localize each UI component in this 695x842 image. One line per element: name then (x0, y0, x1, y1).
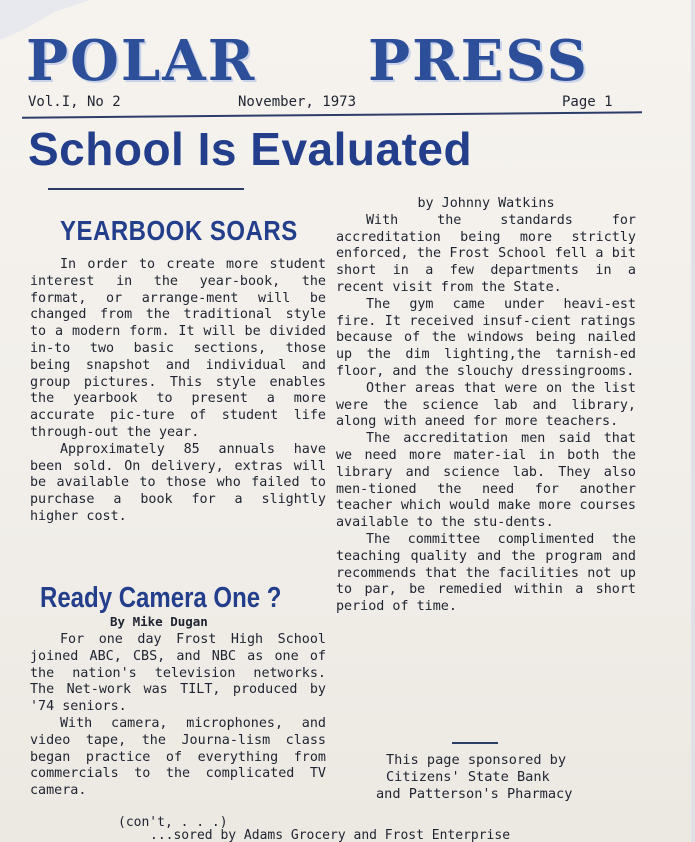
camera-paragraph: For one day Frost High School joined ABC, CBS, and NBC as one of the nation's television networks. The Net-work was TILT, produced by '74 seniors. (30, 632, 326, 715)
footer-cut-text: ...sored by Adams Grocery and Frost Enterprise (150, 828, 511, 842)
page-edge (691, 0, 695, 842)
issue-line (28, 94, 648, 114)
continued-note: (con't, . . .) (118, 815, 228, 830)
evaluation-article (336, 196, 636, 616)
evaluation-byline: by Johnny Watkins (417, 196, 555, 211)
camera-article (30, 632, 326, 800)
camera-byline: By Mike Dugan (110, 614, 208, 629)
sponsor-box (376, 752, 636, 803)
issue-date: November, 1973 (238, 94, 357, 110)
masthead-title-left: POLAR (26, 28, 257, 94)
evaluation-paragraph: The accreditation men said that we need more mater-ial in both the library and science lab. They also men-tioned the need for another teacher which would make more courses available to the stu-dents. (336, 431, 636, 531)
sponsor-line: This page sponsored by (386, 752, 567, 768)
evaluation-paragraph: The gym came under heavi-est fire. It received insuf-cient ratings because of the windows being nailed up the dim lighting,the tarnish-ed floor, and the slouchy dressingrooms. (336, 296, 636, 379)
yearbook-paragraph: In order to create more student interest in the year-book, the format, or arrange-ment will be changed from the traditional style to a modern form. It will be divided in-to two basic sections, those being snapshot and individual and group pictures. This style enables the yearbook to present a more accurate pic-ture of student life through-out the year. (30, 257, 326, 440)
issue-volume: Vol.I, No 2 (28, 94, 121, 110)
camera-heading: Ready Camera One ? (40, 582, 282, 615)
headline-rule (48, 188, 244, 190)
sponsor-rule (452, 742, 498, 744)
evaluation-paragraph: The committee complimented the teaching quality and the program and recommends that the facilities not up to par, be remedied within a short period of time. (336, 531, 636, 615)
sponsor-line: and Patterson's Pharmacy (376, 786, 573, 802)
issue-page: Page 1 (562, 94, 613, 110)
yearbook-heading: YEARBOOK SOARS (60, 216, 298, 248)
main-headline: School Is Evaluated (28, 123, 473, 175)
masthead (26, 28, 666, 98)
sponsor-line: Citizens' State Bank (386, 769, 550, 785)
evaluation-paragraph: With the standards for accreditation being more strictly enforced, the Frost School fell a bit short in a few departments in a recent visit from the State. (336, 212, 636, 295)
yearbook-paragraph: Approximately 85 annuals have been sold. On delivery, extras will be available to those who failed to purchase a book for a slightly higher cost. (30, 441, 326, 524)
evaluation-paragraph: Other areas that were on the list were the science lab and library, along with aneed for more teachers. (336, 380, 636, 430)
yearbook-article (30, 257, 326, 526)
camera-paragraph: With camera, microphones, and video tape, the Journa-lism class began practice of everything from commercials to the complicated TV camera. (30, 715, 326, 799)
masthead-title-right: PRESS (368, 28, 589, 94)
